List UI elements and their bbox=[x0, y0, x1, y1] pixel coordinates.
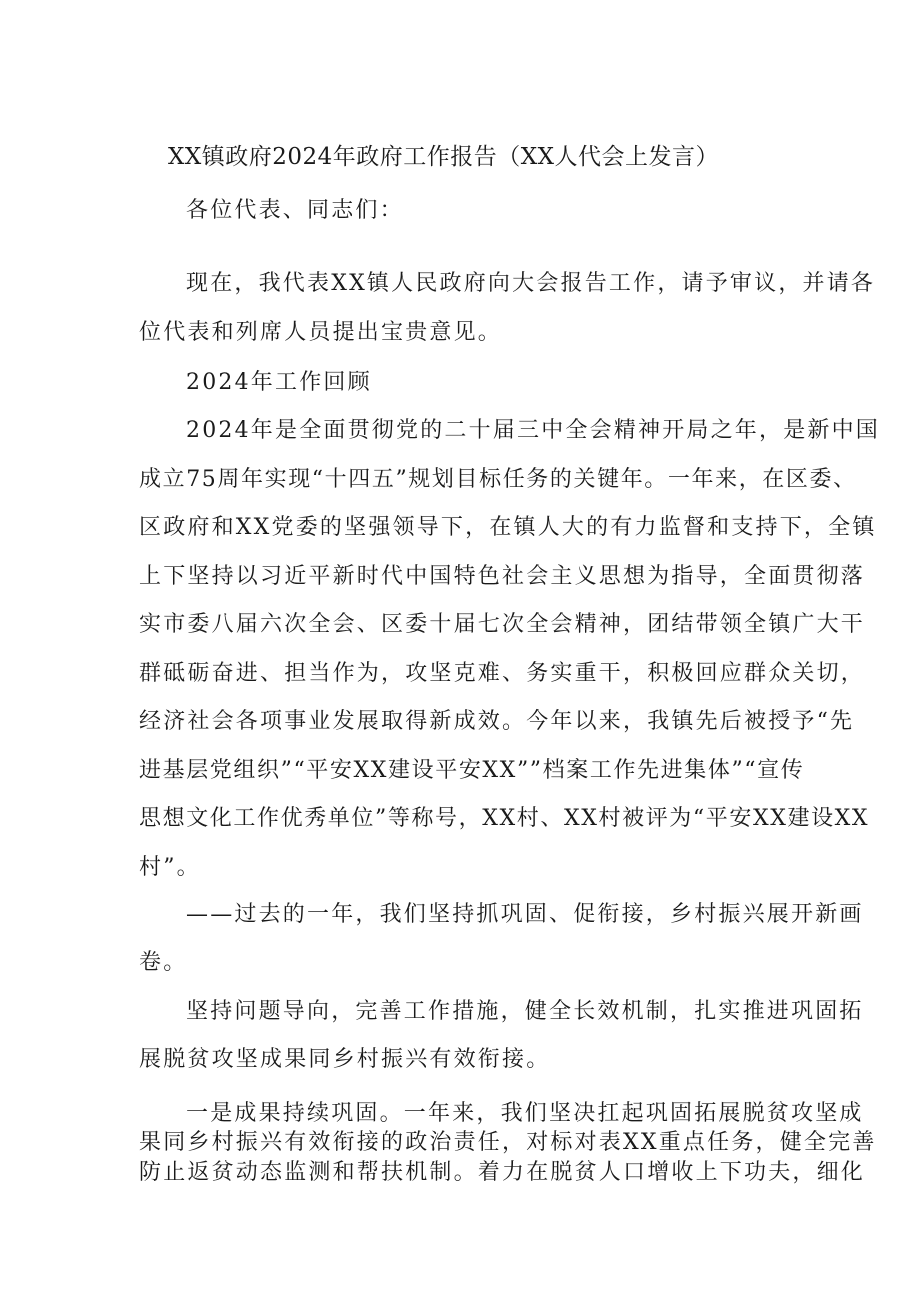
paragraph-line: 村”。 bbox=[139, 855, 201, 880]
paragraph-line: 卷。 bbox=[139, 950, 188, 975]
paragraph-line: 成立75周年实现“十四五”规划目标任务的关键年。一年来，在区委、 bbox=[139, 467, 857, 492]
paragraph-line: 果同乡村振兴有效衔接的政治责任，对标对表XX重点任务，健全完善 bbox=[139, 1130, 877, 1155]
paragraph-line: 进基层党组织”“平安XX建设平安XX””档案工作先进集体”“宣传 bbox=[139, 758, 805, 783]
paragraph-line: 区政府和XX党委的坚强领导下，在镇人大的有力监督和支持下，全镇 bbox=[139, 515, 877, 540]
paragraph-line: 思想文化工作优秀单位”等称号，XX村、XX村被评为“平安XX建设XX bbox=[139, 806, 870, 831]
salutation: 各位代表、同志们： bbox=[186, 198, 404, 223]
paragraph-line: 一是成果持续巩固。一年来，我们坚决扛起巩固拓展脱贫攻坚成 bbox=[186, 1101, 864, 1126]
paragraph-line: 现在，我代表XX镇人民政府向大会报告工作，请予审议，并请各 bbox=[186, 271, 876, 296]
paragraph-line: 防止返贫动态监测和帮扶机制。着力在脱贫人口增收上下功夫，细化 bbox=[139, 1160, 866, 1185]
paragraph-line: 位代表和列席人员提出宝贵意见。 bbox=[139, 320, 503, 345]
paragraph-line: 经济社会各项事业发展取得新成效。今年以来，我镇先后被授予“先 bbox=[139, 709, 855, 734]
paragraph-line: 实市委八届六次全会、区委十届七次全会精神，团结带领全镇广大干 bbox=[139, 612, 866, 637]
paragraph-line: 坚持问题导向，完善工作措施，健全长效机制，扎实推进巩固拓 bbox=[186, 999, 864, 1024]
paragraph-line: 2024年是全面贯彻党的二十届三中全会精神开局之年，是新中国 bbox=[186, 418, 880, 443]
paragraph-line: 群砥砺奋进、担当作为，攻坚克难、务实重干，积极回应群众关切， bbox=[139, 661, 866, 686]
paragraph-line: ——过去的一年，我们坚持抓巩固、促衔接，乡村振兴展开新画 bbox=[186, 902, 864, 927]
paragraph-line: 展脱贫攻坚成果同乡村振兴有效衔接。 bbox=[139, 1047, 551, 1072]
paragraph-line: 上下坚持以习近平新时代中国特色社会主义思想为指导，全面贯彻落 bbox=[139, 564, 866, 589]
section-heading: 2024年工作回顾 bbox=[186, 370, 372, 395]
document-title: XX镇政府2024年政府工作报告（XX人代会上发言） bbox=[168, 144, 720, 170]
